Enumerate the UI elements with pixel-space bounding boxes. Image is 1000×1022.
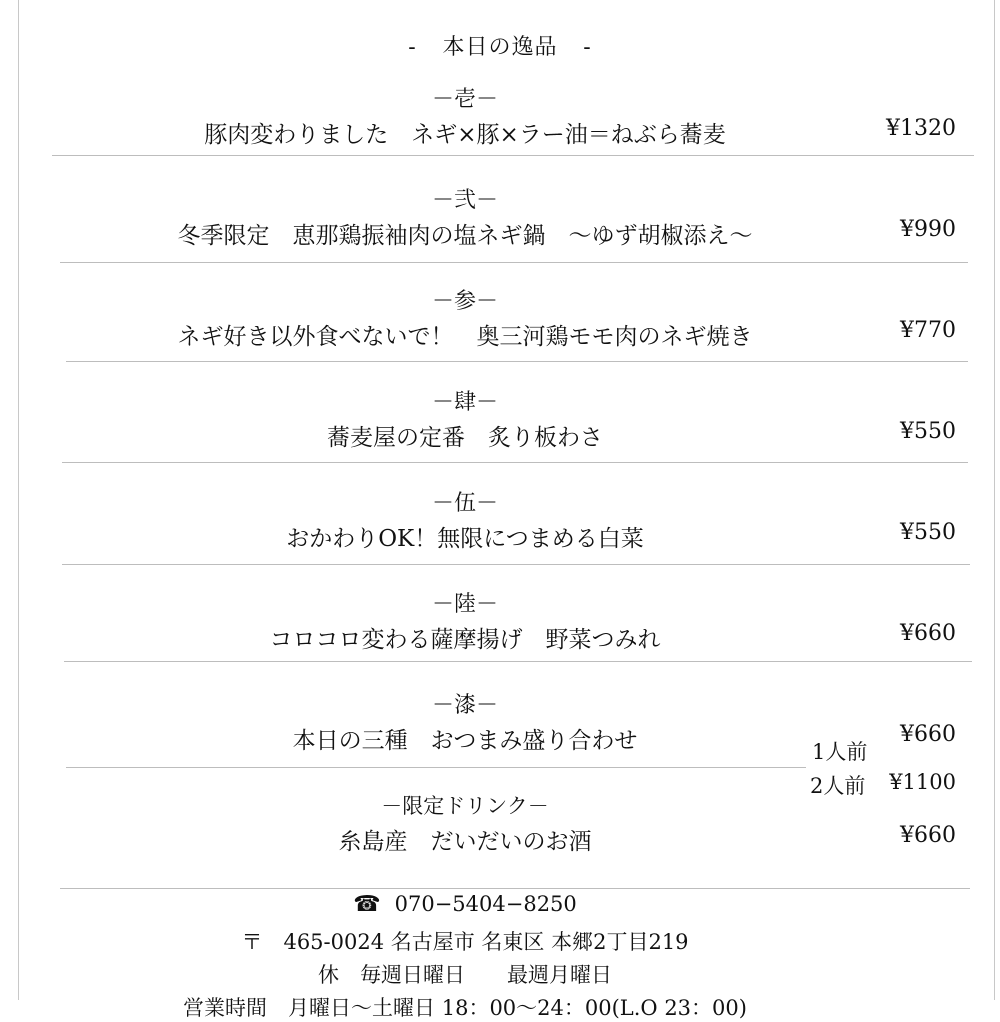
item-number: －肆－ [431, 390, 498, 415]
phone-icon: ☎ [353, 892, 381, 917]
menu-header [0, 30, 1000, 61]
closed-days-line: 休 毎週日曜日 最週月曜日 [318, 963, 612, 987]
item-name: 本日の三種 おつまみ盛り合わせ [292, 728, 638, 754]
header-right-dash: - [583, 35, 592, 60]
item-name: おかわりOK！無限につまめる白菜 [286, 526, 644, 552]
divider [62, 462, 968, 463]
item-price: ¥1320 [886, 116, 956, 141]
item-number: －参－ [431, 289, 498, 314]
item-price: ¥660 [900, 722, 956, 747]
item-number: －伍－ [431, 491, 498, 516]
portion-one-label: 1人前 [812, 740, 868, 764]
drink-heading: －限定ドリンク－ [381, 794, 549, 818]
item-number: －壱－ [431, 87, 498, 112]
item-number: －漆－ [431, 693, 498, 718]
drink-name: 糸島産 だいだいのお酒 [338, 829, 592, 855]
divider [60, 888, 970, 889]
business-hours-line: 営業時間 月曜日～土曜日 18：00～24：00(L.O 23：00) [183, 996, 747, 1020]
phone-number: 070−5404−8250 [394, 892, 577, 916]
drink-price: ¥660 [900, 823, 956, 848]
item-number: －陸－ [431, 592, 498, 617]
divider [66, 767, 806, 768]
divider [64, 661, 972, 662]
item-number: －弐－ [431, 188, 498, 213]
portion-two-label: 2人前 [810, 774, 866, 798]
menu-title: 本日の逸品 [442, 35, 558, 60]
divider [62, 564, 970, 565]
page-border-right [994, 0, 995, 1000]
item-name: ネギ好き以外食べないで！ 奥三河鶏モモ肉のネギ焼き [177, 324, 753, 350]
item-name: 豚肉変わりました ネギ×豚×ラー油＝ねぶら蕎麦 [204, 122, 726, 148]
address-line: 〒 465-0024 名古屋市 名東区 本郷2丁目219 [241, 930, 689, 954]
item-price: ¥770 [900, 318, 956, 343]
phone-line [0, 892, 930, 917]
item-name: 蕎麦屋の定番 炙り板わさ [327, 425, 603, 451]
item-price: ¥660 [900, 621, 956, 646]
item-price: ¥550 [900, 419, 956, 444]
item-name: 冬季限定 恵那鶏振袖肉の塩ネギ鍋 ～ゆず胡椒添え～ [177, 223, 753, 249]
divider [66, 361, 968, 362]
item-price: ¥990 [900, 217, 956, 242]
header-left-dash: - [408, 35, 417, 60]
item-price: ¥550 [900, 520, 956, 545]
divider [60, 262, 968, 263]
divider [52, 155, 974, 156]
portion-two-price: ¥1100 [889, 770, 956, 794]
item-name: コロコロ変わる薩摩揚げ 野菜つみれ [269, 627, 661, 653]
